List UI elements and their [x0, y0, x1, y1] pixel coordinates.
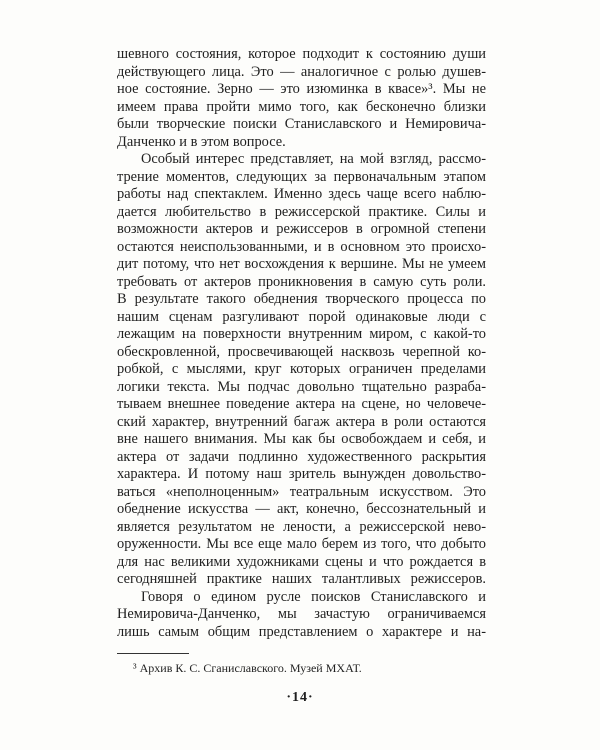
text-line: характера. И потому наш зритель вынужден довольство- — [117, 466, 486, 482]
text-line: действующего лица. Это — аналогичное с ролью душев- — [117, 63, 486, 80]
text-line: логики текста. Мы подчас довольно тщательно разраба- — [117, 378, 486, 395]
text-line: лежащим на поверхности внутренним миром, с какой-то — [117, 326, 486, 342]
text-line: шевного состояния, которое подходит к состоянию души — [117, 46, 486, 62]
footnote-divider — [117, 653, 189, 654]
text-line: возможности актеров и режиссеров в огромной степени — [117, 221, 486, 237]
text-line: тываем внешнее поведение актера на сцене, но человече- — [117, 396, 486, 412]
text-line: требовать от актеров проникновения в самую суть роли. — [117, 273, 486, 290]
paragraph-start-line: Говоря о едином русле поисков Станиславского и — [141, 588, 486, 605]
footnote-marker: ³ — [133, 661, 137, 675]
text-line: Данченко и в этом вопросе. — [117, 133, 286, 150]
page-number: ·14· — [286, 690, 314, 705]
text-line: нашим сценам разгуливают порой одинаковые люди с — [117, 308, 486, 325]
text-line: трение моментов, следующих за первоначальным этапом — [117, 168, 486, 185]
text-line: ное состояние. Зерно — это изюминка в квасе»³. Мы не — [117, 81, 486, 97]
paragraph-start-line: Особый интерес представляет, на мой взгляд, рассмо- — [141, 151, 486, 167]
main-text — [117, 46, 486, 641]
text-line: В результате такого обеднения творческого процесса по — [117, 291, 486, 307]
text-line: остаются неиспользованными, и в основном это происхо- — [117, 238, 486, 255]
text-line: лишь самым общим представлением о характере и на- — [117, 623, 486, 640]
text-line: дается любительство в режиссерской практике. Силы и — [117, 203, 486, 220]
text-line: для нас великими художниками сцены и что рождается в — [117, 553, 486, 570]
text-line: работы над спектаклем. Именно здесь чаще всего наблю- — [117, 186, 486, 202]
text-line: дит потому, что нет восхождения к вершине. Мы не умеем — [117, 256, 486, 272]
text-line: обескровленной, просвечивающей насквозь черепной ко- — [117, 343, 486, 360]
text-line: оруженности. Мы все еще мало берем из того, что добыто — [117, 536, 486, 552]
text-line: является результатом не лености, а режиссерской нево- — [117, 518, 486, 535]
text-line: обеднение искусства — акт, конечно, бессознательный и — [117, 501, 486, 517]
text-line: актера от задачи подлинно художественного раскрытия — [117, 448, 486, 465]
text-line: сегодняшней практике наших талантливых режиссеров. — [117, 571, 486, 587]
footnote-text: Архив К. С. Сганиславского. Музей МХАТ. — [139, 661, 362, 675]
text-line: робкой, с мыслями, круг которых ограничен пределами — [117, 361, 486, 377]
text-line: ваться «неполноценным» театральным искусством. Это — [117, 483, 486, 500]
text-line: Немировича-Данченко, мы зачастую ограничиваемся — [117, 606, 486, 622]
text-line: были творческие поиски Станиславского и Немировича- — [117, 116, 486, 132]
text-line: вне нашего внимания. Мы как бы освобождаем и себя, и — [117, 431, 486, 447]
text-line: ский характер, внутренний багаж актера в роли остаются — [117, 413, 486, 430]
footnote — [133, 660, 362, 676]
text-line: имеем права пройти мимо того, как бесконечно близки — [117, 98, 486, 115]
